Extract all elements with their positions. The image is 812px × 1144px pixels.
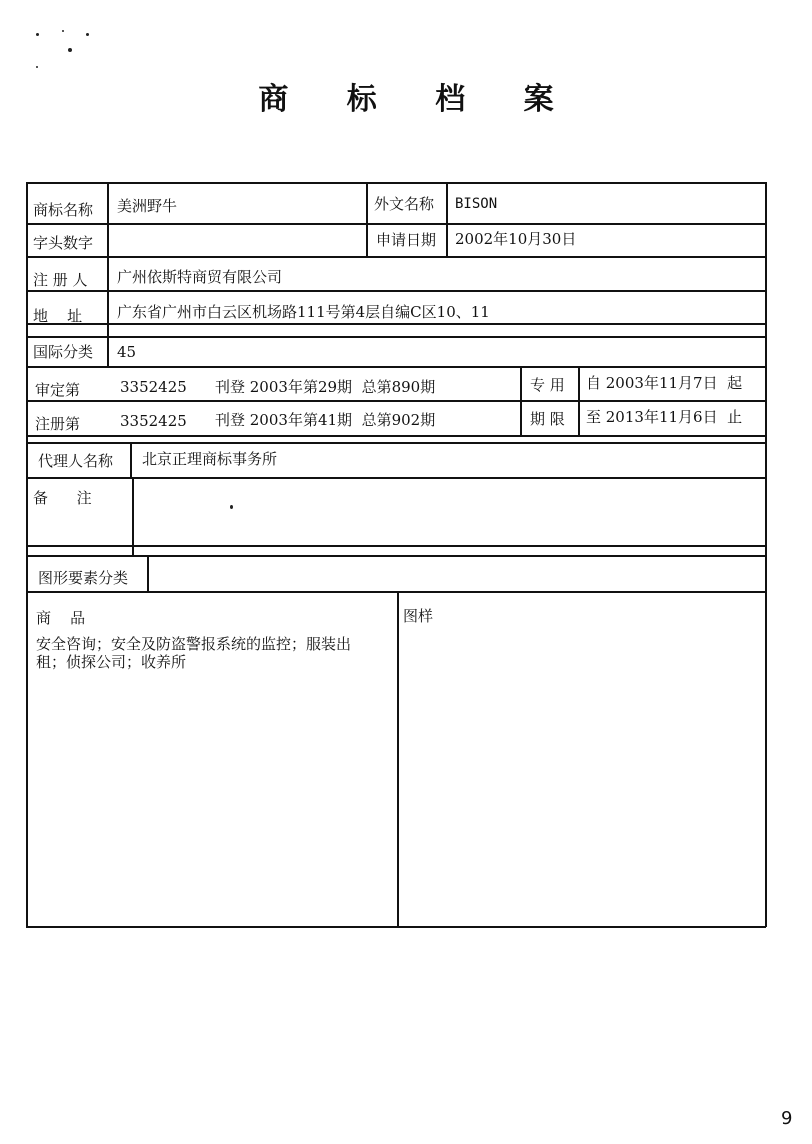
registered-gazette: 刊登 2003年第41期 总第902期 [215,411,436,429]
scan-speck [36,33,39,36]
page-number: 9 [781,1108,793,1129]
page-title: 商 标 档 案 [258,82,578,117]
address-label: 地 址 [33,307,83,325]
registered-no-label: 注册第 [35,415,81,433]
mark-name-value: 美洲野牛 [117,197,178,215]
intl-class-value: 45 [117,343,137,361]
agent-value: 北京正理商标事务所 [142,450,278,468]
exclusive-term-label: 专 用 [530,376,565,394]
goods-label: 商 品 [36,609,86,627]
examined-number: 3352425 [120,378,187,396]
application-date-value: 2002年10月30日 [455,230,577,248]
term-end: 至 2013年11月6日 止 [586,408,743,426]
foreign-name-label: 外文名称 [374,195,435,213]
goods-line-2: 租；侦探公司；收养所 [36,653,187,671]
application-date-label: 申请日期 [376,231,437,249]
remarks-label: 备 注 [33,489,92,507]
agent-label: 代理人名称 [38,452,114,470]
specimen-label: 图样 [403,607,434,625]
term-limit-label: 期 限 [530,410,565,428]
registrant-label: 注 册 人 [33,271,88,289]
registered-number: 3352425 [120,412,187,430]
address-value: 广东省广州市白云区机场路111号第4层自编C区10、11 [117,303,490,321]
scan-speck [36,66,38,68]
scan-speck [230,505,233,509]
intl-class-label: 国际分类 [33,343,94,361]
mark-name-label: 商标名称 [33,201,94,219]
figurative-class-label: 图形要素分类 [38,569,129,587]
registrant-value: 广州依斯特商贸有限公司 [117,268,283,286]
scan-speck [68,48,72,52]
goods-line-1: 安全咨询；安全及防盗警报系统的监控；服装出 [36,635,352,653]
specimen-area [400,630,760,920]
scan-speck [62,30,64,32]
term-start: 自 2003年11月7日 起 [586,374,743,392]
examined-gazette: 刊登 2003年第29期 总第890期 [215,378,436,396]
examined-no-label: 审定第 [35,381,81,399]
letters-numbers-label: 字头数字 [33,234,94,252]
foreign-name-value: BISON [455,196,498,212]
scan-speck [86,33,89,36]
